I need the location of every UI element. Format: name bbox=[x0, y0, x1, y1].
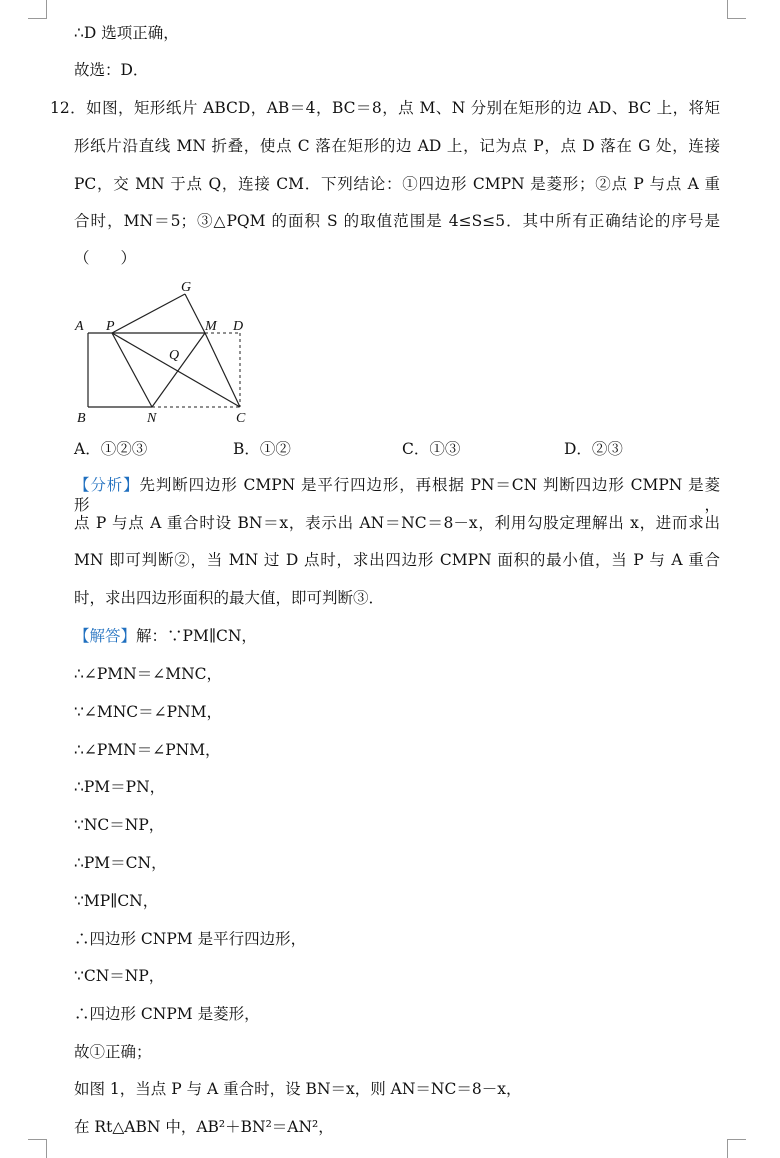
crop-mark-top-right bbox=[727, 0, 746, 19]
label-Q: Q bbox=[169, 348, 180, 363]
solution-line-12: 故①正确； bbox=[74, 1043, 152, 1061]
solution-line-9: ∴四边形 CNPM 是平行四边形， bbox=[74, 930, 307, 948]
crop-mark-bottom-left bbox=[28, 1139, 47, 1158]
question-12-blank: （ ） bbox=[74, 249, 137, 267]
label-M: M bbox=[205, 319, 217, 334]
solution-line-10: ∵CN＝NP， bbox=[74, 967, 165, 985]
option-d: D．②③ bbox=[564, 440, 623, 458]
analysis-line-4: 时，求出四边形面积的最大值，即可判断③． bbox=[74, 589, 385, 607]
analysis-line-3: MN 即可判断②，当 MN 过 D 点时，求出四边形 CMPN 面积的最小值，当 P 与 A 重合 bbox=[74, 551, 720, 569]
analysis-line-1 bbox=[74, 475, 720, 515]
label-A: A bbox=[75, 319, 84, 334]
edge-GM bbox=[185, 294, 205, 333]
solution-line-7: ∴PM＝CN， bbox=[74, 854, 167, 872]
edge-PG bbox=[112, 294, 185, 333]
crop-mark-bottom-right bbox=[727, 1139, 746, 1158]
conclusion-line: ∴D 选项正确， bbox=[74, 24, 179, 42]
question-12-line-3: PC，交 MN 于点 Q，连接 CM．下列结论：①四边形 CMPN 是菱形；②点 P 与点 A 重 bbox=[74, 175, 720, 193]
label-N: N bbox=[147, 411, 157, 426]
rectangle-fold-figure bbox=[72, 272, 262, 432]
solution-text-1: 解：∵PM∥CN， bbox=[136, 627, 257, 645]
answer-line: 故选：D． bbox=[74, 61, 149, 79]
label-C: C bbox=[236, 411, 246, 426]
analysis-text-1: 先判断四边形 CMPN 是平行四边形，再根据 PN＝CN 判断四边形 CMPN 是菱形， bbox=[74, 476, 720, 514]
segment-PC bbox=[112, 333, 240, 407]
segment-MN bbox=[152, 333, 205, 407]
solution-line-1 bbox=[74, 626, 257, 646]
solution-line-3: ∵∠MNC＝∠PNM， bbox=[74, 703, 222, 721]
solution-tag: 【解答】 bbox=[74, 627, 137, 645]
solution-line-5: ∴PM＝PN， bbox=[74, 778, 166, 796]
crop-mark-top-left bbox=[28, 0, 47, 19]
label-G: G bbox=[181, 280, 192, 295]
solution-line-14: 在 Rt△ABN 中，AB²＋BN²＝AN²， bbox=[74, 1118, 334, 1136]
option-c: C．①③ bbox=[402, 440, 461, 458]
solution-line-4: ∴∠PMN＝∠PNM， bbox=[74, 741, 221, 759]
solution-line-13: 如图 1，当点 P 与 A 重合时，设 BN＝x，则 AN＝NC＝8－x， bbox=[74, 1080, 522, 1098]
solution-line-6: ∵NC＝NP， bbox=[74, 816, 165, 834]
label-D: D bbox=[233, 319, 244, 334]
question-12-line-4: 合时，MN＝5；③△PQM 的面积 S 的取值范围是 4≤S≤5．其中所有正确结论的序号是 bbox=[74, 212, 720, 230]
solution-line-2: ∴∠PMN＝∠MNC， bbox=[74, 665, 222, 683]
solution-line-8: ∵MP∥CN， bbox=[74, 892, 159, 910]
analysis-tag: 【分析】 bbox=[74, 476, 140, 494]
label-B: B bbox=[77, 411, 86, 426]
question-12-line-2: 形纸片沿直线 MN 折叠，使点 C 落在矩形的边 AD 上，记为点 P，点 D 落在 G 处，连接 bbox=[74, 137, 720, 155]
option-a: A．①②③ bbox=[74, 440, 148, 458]
option-b: B．①② bbox=[233, 440, 291, 458]
label-P: P bbox=[106, 319, 115, 334]
solution-line-11: ∴四边形 CNPM 是菱形， bbox=[74, 1005, 260, 1023]
analysis-line-2: 点 P 与点 A 重合时设 BN＝x，表示出 AN＝NC＝8－x，利用勾股定理解出 x，进而求出 bbox=[74, 514, 720, 532]
question-12-line-1: 12．如图，矩形纸片 ABCD，AB＝4，BC＝8，点 M、N 分别在矩形的边 AD、BC 上，将矩 bbox=[50, 99, 720, 117]
segment-MC bbox=[205, 333, 240, 407]
